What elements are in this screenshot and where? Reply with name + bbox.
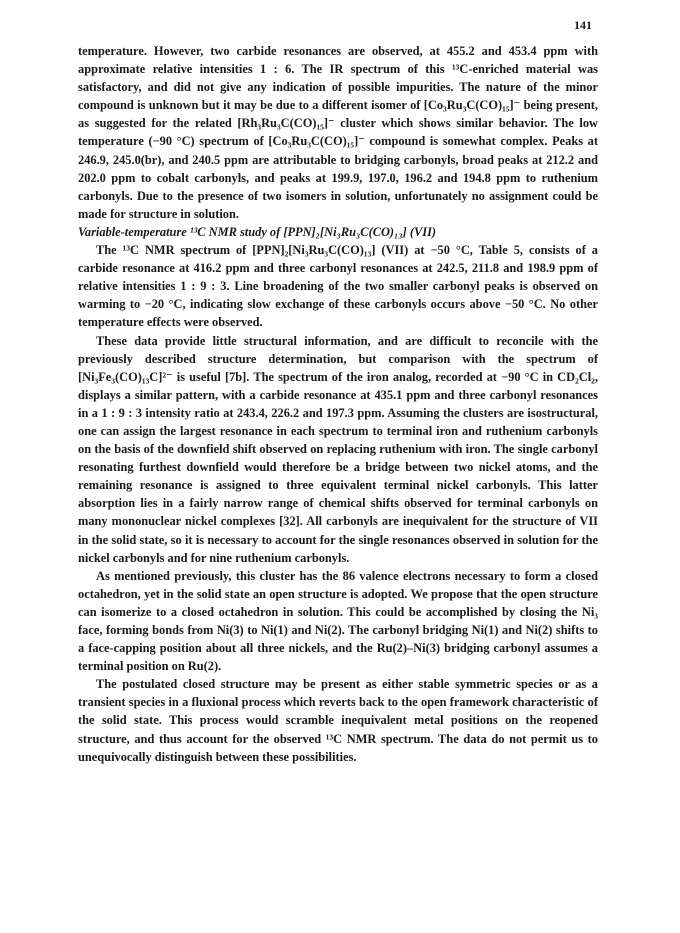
section-heading: Variable-temperature ¹³C NMR study of [PPN]₂[Ni₃Ru₃C(CO)₁₃] (VII): [78, 224, 437, 239]
paragraph-continuation: temperature. However, two carbide resonances are observed, at 455.2 and 453.4 ppm with approximate relative intensities 1 : 6. The IR spectrum of this ¹³C-enriched material was satisfactory, and did not give any indication of possible impurities. The nature of the minor compound is unknown but it may be due to a different isomer of [Co₃Ru₃C(CO)₁₅]⁻ being present, as suggested for the related [Rh₃Ru₃C(CO)₁₅]⁻ cluster which shows similar behavior. The low temperature (−90 °C) spectrum of [Co₃Ru₃C(CO)₁₅]⁻ compound is somewhat complex. Peaks at 246.9, 245.0(br), and 240.5 ppm are attributable to bridging carbonyls, broad peaks at 212.2 and 202.0 ppm to cobalt carbonyls, and peaks at 199.9, 197.0, 196.2 and 194.8 ppm to ruthenium carbonyls. Due to the presence of two isomers in solution, unfortunately no assignment could be made for structure in solution.: [78, 44, 598, 221]
page-number: 141: [574, 18, 592, 32]
paragraph-fluxional-process: The postulated closed structure may be present as either stable symmetric species or as a transient species in a fluxional process which reverts back to the open framework characteristic of the solid state. This process would scramble inequivalent metal positions on the reopened structure, and thus account for the observed ¹³C NMR spectrum. The data do not permit us to unequivocally distinguish between these possibilities.: [78, 677, 598, 764]
paragraph-nmr-spectrum: The ¹³C NMR spectrum of [PPN]₂[Ni₃Ru₃C(CO)₁₃] (VII) at −50 °C, Table 5, consists of a carbide resonance at 416.2 ppm and three carbonyl resonances at 242.5, 211.8 and 198.9 ppm of relative intensities 1 : 9 : 3. Line broadening of the two smaller carbonyl peaks is observed on warming to −20 °C, indicating slow exchange of these carbonyls occurs above −50 °C. No other temperature effects were observed.: [78, 243, 598, 330]
paragraph-closed-octahedron: As mentioned previously, this cluster has the 86 valence electrons necessary to form a closed octahedron, yet in the solid state an open structure is adopted. We propose that the open structure can isomerize to a closed octahedron in solution. This could be accomplished by closing the Ni₃ face, forming bonds from Ni(3) to Ni(1) and Ni(2). The carbonyl bridging Ni(1) and Ni(2) shifts to a face-capping position about all three nickels, and the Ru(2)–Ni(3) bridging carbonyl assumes a terminal position on Ru(2).: [78, 568, 598, 674]
body-text: [78, 42, 598, 766]
paragraph-structural-comparison: These data provide little structural information, and are difficult to reconcile with the previously described structure determination, but comparison with the spectrum of [Ni₃Fe₃(CO)₁₃C]²⁻ is useful [7b]. The spectrum of the iron analog, recorded at −90 °C in CD₂Cl₂, displays a similar pattern, with a carbide resonance at 435.1 ppm and three carbonyl resonances in a 1 : 9 : 3 intensity ratio at 243.4, 226.2 and 197.3 ppm. Assuming the clusters are isostructural, one can assign the largest resonance in each spectrum to terminal iron and ruthenium carbonyls on the basis of the downfield shift observed on replacing ruthenium with iron. The single carbonyl resonating furthest downfield would therefore be a bridge between two nickel atoms, and the remaining resonance is assigned to three equivalent terminal nickel carbonyls. This latter absorption lies in a fairly narrow range of chemical shifts observed for terminal carbonyls on many mononuclear nickel complexes [32]. All carbonyls are inequivalent for the structure of VII in the solid state, so it is necessary to account for the single resonances observed in solution for the nickel carbonyls and for nine ruthenium carbonyls.: [78, 333, 598, 565]
